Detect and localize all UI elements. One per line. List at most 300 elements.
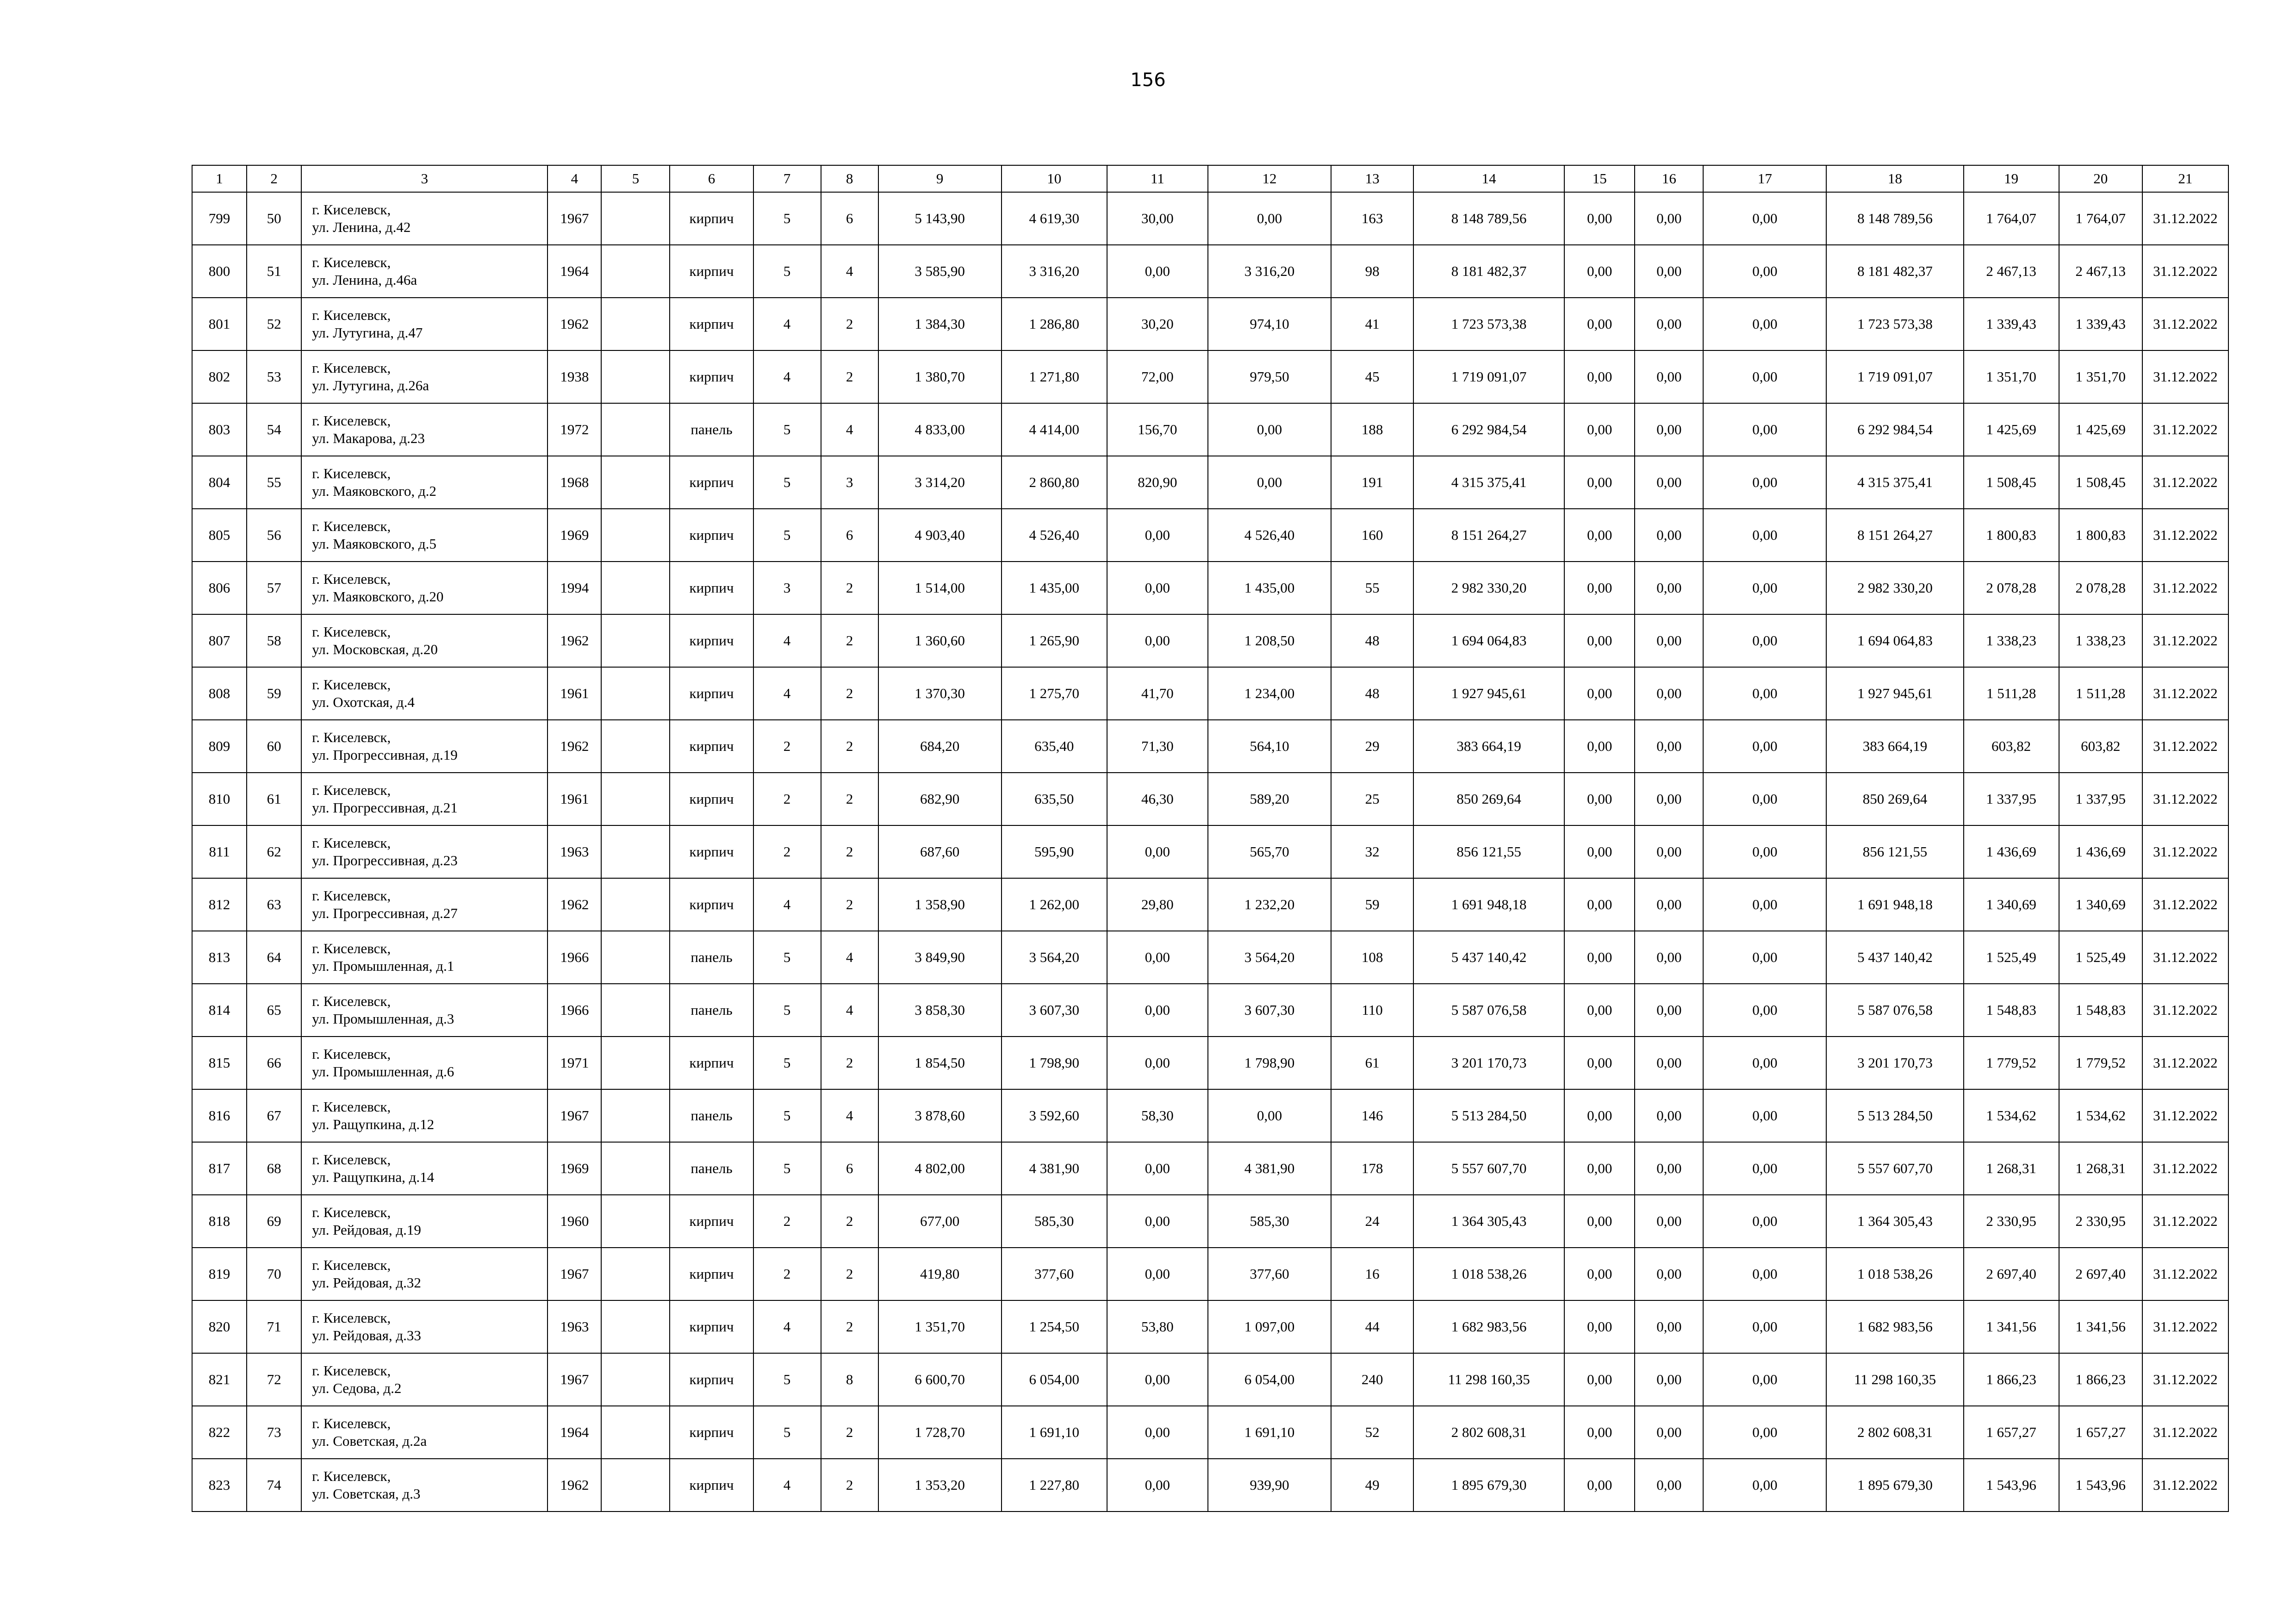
table-cell: 2 [821,350,878,403]
table-cell: 55 [247,456,301,509]
table-cell: 31.12.2022 [2142,1406,2228,1459]
table-cell: 5 587 076,58 [1413,984,1564,1037]
table-cell: 4 903,40 [878,509,1002,562]
table-cell: 29 [1331,720,1413,773]
table-cell: 8 [821,1353,878,1406]
table-cell: 2 982 330,20 [1826,562,1963,614]
table-cell: 4 [753,614,821,667]
table-cell: 2 [821,720,878,773]
table-cell: 2 [821,825,878,878]
table-cell: 585,30 [1002,1195,1107,1248]
table-cell: 0,00 [1107,984,1208,1037]
table-cell: 1 779,52 [1964,1037,2059,1089]
table-cell: 5 [753,1406,821,1459]
table-cell: кирпич [670,1037,753,1089]
address-city: г. Киселевск, [312,518,391,534]
table-cell: 1 358,90 [878,878,1002,931]
table-cell: 3 849,90 [878,931,1002,984]
address-street: ул. Ращупкина, д.12 [312,1116,435,1132]
table-cell: 68 [247,1142,301,1195]
table-cell: 1962 [548,614,601,667]
table-cell: 6 [821,1142,878,1195]
table-cell: 811 [192,825,247,878]
table-cell [601,192,670,245]
address-city: г. Киселевск, [312,1362,391,1379]
table-cell: 0,00 [1107,1037,1208,1089]
table-cell: 684,20 [878,720,1002,773]
table-cell: 3 564,20 [1002,931,1107,984]
table-cell: 0,00 [1564,245,1635,298]
table-cell: 0,00 [1703,720,1826,773]
table-cell: 1 337,95 [1964,773,2059,825]
table-cell: 822 [192,1406,247,1459]
table-cell: кирпич [670,878,753,931]
table-cell: 5 [753,1353,821,1406]
table-cell: 5 [753,984,821,1037]
table-cell: кирпич [670,350,753,403]
address-city: г. Киселевск, [312,887,391,904]
table-cell: 1 525,49 [2059,931,2142,984]
table-cell: 0,00 [1635,1406,1703,1459]
table-cell: 1 268,31 [2059,1142,2142,1195]
table-cell: 11 298 160,35 [1413,1353,1564,1406]
table-cell: 2 [821,773,878,825]
table-cell: 0,00 [1107,1195,1208,1248]
table-cell: 2 467,13 [2059,245,2142,298]
table-cell: 0,00 [1564,1459,1635,1512]
table-cell: 1 854,50 [878,1037,1002,1089]
table-cell: 1 380,70 [878,350,1002,403]
table-cell: 2 [821,614,878,667]
table-cell: 61 [1331,1037,1413,1089]
table-cell: 0,00 [1703,825,1826,878]
table-cell: 44 [1331,1300,1413,1353]
table-cell: 4 [821,1089,878,1142]
table-cell: 31.12.2022 [2142,1300,2228,1353]
table-cell: 383 664,19 [1413,720,1564,773]
table-cell: 0,00 [1635,720,1703,773]
table-cell: 0,00 [1703,245,1826,298]
table-cell: 1 351,70 [2059,350,2142,403]
address-cell [301,1142,548,1195]
table-cell: 11 298 160,35 [1826,1353,1963,1406]
table-row [192,1142,2228,1195]
table-cell: 0,00 [1564,1300,1635,1353]
column-header: 9 [878,165,1002,192]
table-cell: 1971 [548,1037,601,1089]
table-cell: 0,00 [1635,456,1703,509]
table-cell: 807 [192,614,247,667]
table-cell: 1 927 945,61 [1826,667,1963,720]
table-cell: 2 [821,298,878,350]
table-cell: 0,00 [1703,1089,1826,1142]
address-cell [301,931,548,984]
table-cell: 178 [1331,1142,1413,1195]
address-street: ул. Прогрессивная, д.21 [312,800,458,816]
table-cell: 595,90 [1002,825,1107,878]
table-cell: 0,00 [1564,192,1635,245]
table-cell: 31.12.2022 [2142,403,2228,456]
table-cell: 2 [821,1300,878,1353]
table-row [192,1037,2228,1089]
table-cell: 1 866,23 [1964,1353,2059,1406]
address-city: г. Киселевск, [312,1468,391,1484]
table-cell: 383 664,19 [1826,720,1963,773]
table-cell: 0,00 [1107,245,1208,298]
table-cell: 4 [821,984,878,1037]
table-cell: 1 691,10 [1208,1406,1331,1459]
table-cell: 820 [192,1300,247,1353]
table-cell: 1 798,90 [1208,1037,1331,1089]
table-cell: 4 526,40 [1002,509,1107,562]
address-street: ул. Прогрессивная, д.27 [312,905,458,921]
table-cell: 4 [753,1300,821,1353]
table-cell: 815 [192,1037,247,1089]
address-cell [301,1195,548,1248]
table-cell: 61 [247,773,301,825]
address-city: г. Киселевск, [312,201,391,218]
table-cell: 0,00 [1107,1459,1208,1512]
column-header: 2 [247,165,301,192]
column-header: 17 [1703,165,1826,192]
address-city: г. Киселевск, [312,412,391,429]
table-cell: 1 723 573,38 [1826,298,1963,350]
table-cell: 3 607,30 [1208,984,1331,1037]
column-header: 11 [1107,165,1208,192]
table-cell: 1 384,30 [878,298,1002,350]
address-street: ул. Лутугина, д.26а [312,377,429,394]
address-street: ул. Советская, д.3 [312,1486,421,1502]
table-cell: 0,00 [1703,1248,1826,1300]
table-cell: кирпич [670,456,753,509]
table-cell [601,1248,670,1300]
column-header: 19 [1964,165,2059,192]
table-cell: 31.12.2022 [2142,350,2228,403]
table-cell: 813 [192,931,247,984]
table-row [192,667,2228,720]
address-city: г. Киселевск, [312,940,391,956]
table-cell: 0,00 [1564,931,1635,984]
table-cell: 1969 [548,509,601,562]
table-row [192,456,2228,509]
table-cell: 31.12.2022 [2142,1142,2228,1195]
address-street: ул. Прогрессивная, д.23 [312,852,458,868]
table-cell: 1 097,00 [1208,1300,1331,1353]
table-cell: 0,00 [1564,984,1635,1037]
table-cell: 24 [1331,1195,1413,1248]
table-cell: 4 [753,878,821,931]
table-cell: 1 340,69 [1964,878,2059,931]
address-city: г. Киселевск, [312,571,391,587]
table-cell: 0,00 [1703,1353,1826,1406]
table-cell: кирпич [670,245,753,298]
table-cell: 58,30 [1107,1089,1208,1142]
table-cell: 4 [821,403,878,456]
table-row [192,614,2228,667]
table-cell: 1962 [548,1459,601,1512]
table-cell: 31.12.2022 [2142,562,2228,614]
table-cell: 1966 [548,984,601,1037]
table-cell: 31.12.2022 [2142,1248,2228,1300]
table-cell: 850 269,64 [1413,773,1564,825]
table-cell: 1 234,00 [1208,667,1331,720]
table-row [192,1195,2228,1248]
address-cell [301,509,548,562]
table-cell: 0,00 [1703,562,1826,614]
table-cell: 53,80 [1107,1300,1208,1353]
table-cell: 2 078,28 [2059,562,2142,614]
table-cell: 974,10 [1208,298,1331,350]
table-cell: кирпич [670,773,753,825]
table-cell: 0,00 [1703,667,1826,720]
table-cell: 1 262,00 [1002,878,1107,931]
table-cell: 2 330,95 [2059,1195,2142,1248]
table-cell: 1 691 948,18 [1413,878,1564,931]
table-cell [601,350,670,403]
table-cell: 48 [1331,667,1413,720]
table-cell: 1967 [548,1248,601,1300]
address-street: ул. Ленина, д.42 [312,219,411,235]
address-cell [301,720,548,773]
table-cell: кирпич [670,1406,753,1459]
table-cell: 1 764,07 [1964,192,2059,245]
table-cell: панель [670,1089,753,1142]
table-cell: 1 866,23 [2059,1353,2142,1406]
table-cell: 1 764,07 [2059,192,2142,245]
table-cell: 73 [247,1406,301,1459]
table-cell: кирпич [670,1459,753,1512]
table-cell: 812 [192,878,247,931]
address-street: ул. Рейдовая, д.32 [312,1274,421,1291]
table-cell: 3 201 170,73 [1826,1037,1963,1089]
table-cell: 31.12.2022 [2142,1459,2228,1512]
column-header: 15 [1564,165,1635,192]
table-cell: 0,00 [1703,931,1826,984]
table-cell: 5 [753,192,821,245]
table-cell: 809 [192,720,247,773]
table-cell: кирпич [670,1248,753,1300]
table-cell: 939,90 [1208,1459,1331,1512]
table-row [192,984,2228,1037]
address-street: ул. Прогрессивная, д.19 [312,747,458,763]
table-cell: 1 800,83 [1964,509,2059,562]
table-cell: 677,00 [878,1195,1002,1248]
table-cell: 41,70 [1107,667,1208,720]
address-street: ул. Промышленная, д.1 [312,958,454,974]
table-cell: кирпич [670,1353,753,1406]
table-cell: 3 [753,562,821,614]
table-cell: 71,30 [1107,720,1208,773]
table-cell: 979,50 [1208,350,1331,403]
address-city: г. Киселевск, [312,1151,391,1168]
table-cell: 3 316,20 [1208,245,1331,298]
table-cell: 1 208,50 [1208,614,1331,667]
table-cell: 8 181 482,37 [1826,245,1963,298]
table-cell: 6 [821,192,878,245]
table-cell: 72 [247,1353,301,1406]
table-row [192,878,2228,931]
table-cell: 0,00 [1564,1142,1635,1195]
table-cell: 0,00 [1703,509,1826,562]
address-cell [301,1037,548,1089]
table-cell: 0,00 [1107,509,1208,562]
table-cell: 2 [821,562,878,614]
table-cell: 0,00 [1635,192,1703,245]
table-cell: 377,60 [1002,1248,1107,1300]
table-row [192,192,2228,245]
table-cell: 0,00 [1107,614,1208,667]
table-cell: 5 [753,1142,821,1195]
table-cell: 69 [247,1195,301,1248]
table-cell: 0,00 [1635,298,1703,350]
address-cell [301,245,548,298]
table-cell: 52 [247,298,301,350]
column-number-row [192,165,2228,192]
table-cell: 0,00 [1564,1406,1635,1459]
table-cell: 1 723 573,38 [1413,298,1564,350]
table-cell: 1 534,62 [2059,1089,2142,1142]
table-cell: 6 [821,509,878,562]
table-cell: 0,00 [1635,1037,1703,1089]
table-cell: 0,00 [1564,1248,1635,1300]
address-street: ул. Маяковского, д.2 [312,483,436,499]
table-cell: 45 [1331,350,1413,403]
table-cell: 817 [192,1142,247,1195]
table-cell: 1 232,20 [1208,878,1331,931]
table-cell: 0,00 [1635,1248,1703,1300]
table-cell: 0,00 [1208,1089,1331,1142]
table-cell: 0,00 [1635,1142,1703,1195]
table-row [192,773,2228,825]
table-cell: 5 437 140,42 [1413,931,1564,984]
table-cell: 3 316,20 [1002,245,1107,298]
table-cell: 29,80 [1107,878,1208,931]
table-cell: панель [670,931,753,984]
table-row [192,1406,2228,1459]
table-cell: 2 802 608,31 [1826,1406,1963,1459]
table-cell: 603,82 [1964,720,2059,773]
table-cell: 58 [247,614,301,667]
table-cell: 1 657,27 [1964,1406,2059,1459]
table-cell [601,1406,670,1459]
table-cell: 1 268,31 [1964,1142,2059,1195]
table-cell: 821 [192,1353,247,1406]
table-cell: 1 339,43 [2059,298,2142,350]
table-cell: 1 691,10 [1002,1406,1107,1459]
table-cell: 1962 [548,720,601,773]
table-cell: 1967 [548,1353,601,1406]
table-cell [601,562,670,614]
table-cell [601,1142,670,1195]
table-cell: 1938 [548,350,601,403]
table-cell: 54 [247,403,301,456]
table-cell: 0,00 [1703,298,1826,350]
table-cell: 1 543,96 [1964,1459,2059,1512]
table-cell: 0,00 [1564,403,1635,456]
table-cell: 1 534,62 [1964,1089,2059,1142]
table-cell: 0,00 [1107,1142,1208,1195]
address-city: г. Киселевск, [312,1099,391,1115]
column-header: 1 [192,165,247,192]
table-cell: 2 802 608,31 [1413,1406,1564,1459]
table-cell: панель [670,984,753,1037]
table-cell: 0,00 [1635,825,1703,878]
column-header: 14 [1413,165,1564,192]
table-cell: 1 018 538,26 [1413,1248,1564,1300]
table-cell: 1 525,49 [1964,931,2059,984]
table-row [192,1248,2228,1300]
table-cell: 60 [247,720,301,773]
table-cell: 0,00 [1564,720,1635,773]
table-cell [601,614,670,667]
table-cell: 4 619,30 [1002,192,1107,245]
table-cell: 1 338,23 [2059,614,2142,667]
table-cell: 5 437 140,42 [1826,931,1963,984]
table-cell: 603,82 [2059,720,2142,773]
table-cell: 2 [753,720,821,773]
table-cell: 0,00 [1107,562,1208,614]
table-cell: 1 719 091,07 [1413,350,1564,403]
column-header: 21 [2142,165,2228,192]
table-cell: 1963 [548,825,601,878]
table-cell: 31.12.2022 [2142,1353,2228,1406]
table-cell [601,245,670,298]
address-city: г. Киселевск, [312,676,391,693]
table-cell: 816 [192,1089,247,1142]
table-cell: 1 798,90 [1002,1037,1107,1089]
table-cell: 31.12.2022 [2142,878,2228,931]
table-cell: 70 [247,1248,301,1300]
table-cell: 1 254,50 [1002,1300,1107,1353]
table-cell: панель [670,1142,753,1195]
table-cell: 682,90 [878,773,1002,825]
table-cell: 3 607,30 [1002,984,1107,1037]
table-cell: 71 [247,1300,301,1353]
table-cell: 2 [821,1459,878,1512]
table-cell: 5 557 607,70 [1413,1142,1564,1195]
table-cell: 50 [247,192,301,245]
table-cell: 146 [1331,1089,1413,1142]
table-cell: 66 [247,1037,301,1089]
address-city: г. Киселевск, [312,1046,391,1062]
table-cell [601,1353,670,1406]
address-street: ул. Седова, д.2 [312,1380,402,1396]
table-cell: 0,00 [1635,773,1703,825]
table-cell: 191 [1331,456,1413,509]
table-cell [601,403,670,456]
table-cell: 1 895 679,30 [1826,1459,1963,1512]
table-row [192,403,2228,456]
table-cell: 0,00 [1635,245,1703,298]
table-cell: 799 [192,192,247,245]
table-cell: 55 [1331,562,1413,614]
table-cell: 2 [753,1195,821,1248]
table-cell: 806 [192,562,247,614]
table-cell: 0,00 [1564,1089,1635,1142]
table-cell: 1 341,56 [1964,1300,2059,1353]
table-cell: 2 [821,1248,878,1300]
table-cell: 31.12.2022 [2142,1089,2228,1142]
table-cell: 64 [247,931,301,984]
table-cell [601,456,670,509]
address-street: ул. Охотская, д.4 [312,694,415,710]
column-header: 6 [670,165,753,192]
table-cell: 856 121,55 [1826,825,1963,878]
table-cell: 801 [192,298,247,350]
address-street: ул. Советская, д.2а [312,1433,427,1449]
table-cell: 8 181 482,37 [1413,245,1564,298]
column-header: 13 [1331,165,1413,192]
